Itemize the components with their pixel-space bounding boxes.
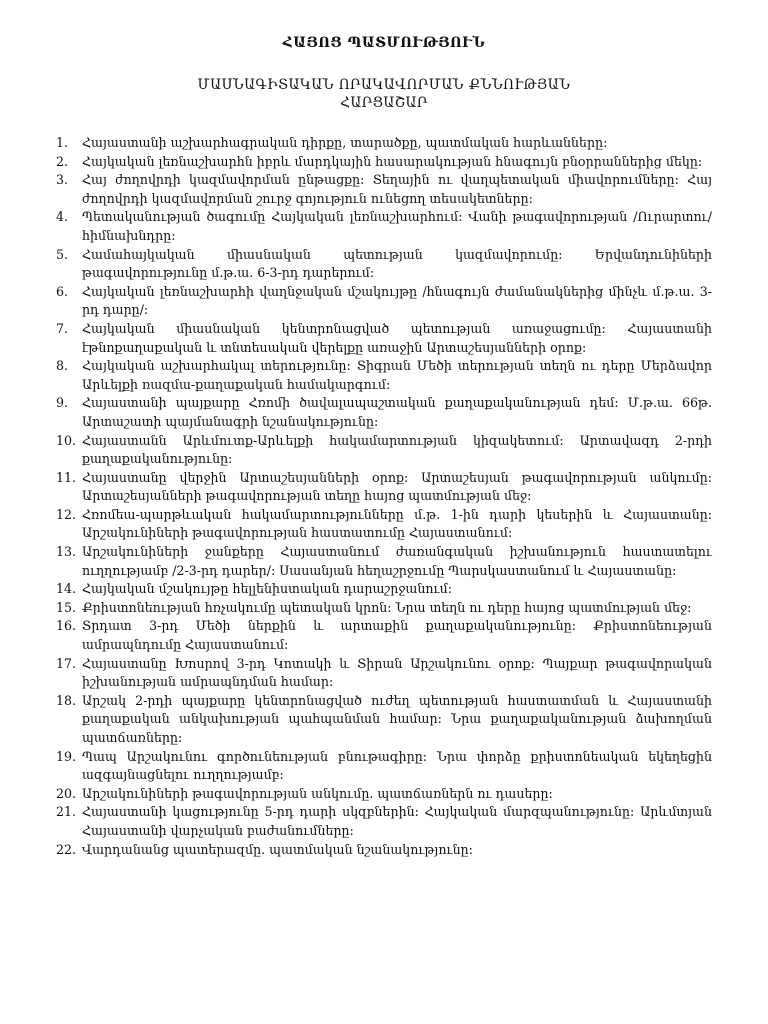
question-number: 19. — [56, 748, 77, 764]
question-number: 14. — [56, 581, 77, 597]
list-item — [56, 171, 712, 208]
question-number: 16. — [56, 618, 77, 634]
list-item — [56, 506, 712, 543]
question-text: Հայկական աշխարհակալ տերությունը: Տիգրան Մեծի տերության տեղն ու դերը Մերձավոր Արևելքի ռազմա-քաղաքական համակարգում: — [82, 358, 712, 392]
question-number: 18. — [56, 692, 77, 708]
list-item — [56, 580, 712, 599]
question-text: Արշակունիների թագավորության անկումը. պատճառներն ու դասերը: — [82, 785, 553, 801]
question-text: Հայաստանի աշխարհագրական դիրքը, տարածքը, պատմական հարևանները: — [82, 135, 608, 150]
question-text: Վարդանանց պատերազմը. պատմական նշանակությունը: — [82, 841, 473, 857]
list-item — [56, 153, 712, 172]
subtitle-line-2: ՀԱՐՑԱՇԱՐ — [340, 95, 428, 111]
question-number: 10. — [56, 432, 77, 448]
question-text: Հայկական լեռնաշխարհի վաղնջական մշակույթը /հնագույն ժամանակներից մինչև մ.թ.ա. 3-րդ դարը/: — [82, 283, 712, 318]
question-text: Հռոմեա-պարթևական հակամարտությունները մ.թ. 1-ին դարի կեսերին և Հայաստանը: Արշակունիների թագավորության հաստատումը Հայաստանում: — [82, 506, 712, 541]
question-list — [56, 134, 712, 859]
question-text: Հայ ժողովրդի կազմավորման ընթացքը: Տեղային ու վաղպետական միավորումները: Հայ ժողովրդի կազմավորման շուրջ գոյություն ունեցող տեսակետները: — [82, 172, 712, 206]
question-text: Համահայկական միասնական պետության կազմավորումը: Երվանդունիների թագավորությունը մ.թ.ա. 6-3-րդ դարերում: — [82, 246, 712, 281]
question-text: Արշակունիների ջանքերը Հայաստանում ժառանգական իշխանություն հաստատելու ուղղությամբ /2-3-րդ դարեր/: Սասանյան հեղաշրջումը Պարսկաստանում և Հայաստանը: — [82, 544, 712, 578]
document-title: ՀԱՅՈՑ ՊԱՏՄՈՒԹՅՈՒՆ — [282, 35, 486, 51]
document-subtitle — [56, 76, 712, 112]
list-item — [56, 246, 712, 283]
list-item — [56, 841, 712, 860]
question-number: 4. — [56, 209, 69, 225]
question-number: 9. — [56, 395, 69, 411]
subtitle-line-1: ՄԱՍՆԱԳԻՏԱԿԱՆ ՈՐԱԿԱՎՈՐՄԱՆ ՔՆՆՈՒԹՅԱՆ — [197, 77, 571, 93]
question-text: Հայկական լեռնաշխարհն իբրև մարդկային հասարակության հնագույն բնօրրաններից մեկը: — [82, 153, 703, 169]
list-item — [56, 208, 712, 245]
question-number: 6. — [56, 283, 69, 299]
question-text: Հայաստանն Արևմուտք-Արևելքի հակամարտության կիզակետում: Արտավազդ 2-րդի քաղաքականությունը: — [82, 432, 712, 467]
question-number: 7. — [56, 320, 69, 336]
question-text: Հայաստանը վերջին Արտաշեսյանների օրոք: Արտաշեսյան թագավորության անկումը: Արտաշեսյանների թագավորության տեղը հայոց պատմության մեջ: — [82, 469, 712, 504]
question-text: Պետականության ծագումը Հայկական լեռնաշխարհում: Վանի թագավորության /Ուրարտու/ հիմնախնդրը: — [82, 209, 712, 243]
list-item — [56, 543, 712, 580]
list-item — [56, 748, 712, 785]
question-number: 5. — [56, 246, 69, 262]
list-item — [56, 655, 712, 692]
question-number: 12. — [56, 506, 77, 522]
question-number: 1. — [56, 135, 69, 150]
list-item — [56, 320, 712, 357]
question-number: 17. — [56, 655, 77, 671]
list-item — [56, 469, 712, 506]
question-number: 8. — [56, 358, 69, 374]
question-number: 13. — [56, 544, 77, 560]
question-text: Հայաստանի կացությունը 5-րդ դարի սկզբներին: Հայկական մարզպանությունը: Արևմտյան Հայաստանի վարչական բաժանումները: — [82, 804, 712, 838]
question-text: Հայաստանի պայքարը Հռոմի ծավալապաշտական քաղաքականության դեմ: Մ.թ.ա. 66թ. Արտաշատի պայմանագրի նշանակությունը: — [82, 395, 712, 429]
list-item — [56, 432, 712, 469]
question-number: 22. — [56, 841, 77, 857]
list-item — [56, 617, 712, 654]
list-item — [56, 599, 712, 618]
list-item — [56, 357, 712, 394]
list-item — [56, 134, 712, 153]
question-number: 21. — [56, 804, 77, 820]
list-item — [56, 785, 712, 804]
question-number: 2. — [56, 153, 69, 169]
question-number: 11. — [56, 469, 77, 485]
question-text: Քրիստոնեության հռչակումը պետական կրոն: Նրա տեղն ու դերը հայոց պատմության մեջ: — [82, 599, 692, 615]
list-item — [56, 692, 712, 748]
list-item — [56, 283, 712, 320]
question-text: Հայկական միասնական կենտրոնացված պետության առաջացումը: Հայաստանի էթնոքաղաքական և տնտեսական վերելքը առաջին Արտաշեսյանների օրոք: — [82, 320, 712, 355]
question-text: Պապ Արշակունու գործունեության բնութագիրը: Նրա փորձը քրիստոնեական եկեղեցին ազգայնացնելու ուղղությամբ: — [82, 748, 712, 783]
question-text: Տրդատ 3-րդ Մեծի ներքին և արտաքին քաղաքականությունը: Քրիստոնեության ամրապնդումը Հայաստանում: — [82, 618, 712, 653]
question-number: 3. — [56, 172, 69, 188]
question-text: Հայկական մշակույթը հելլենիստական դարաշրջանում: — [82, 581, 452, 597]
list-item — [56, 803, 712, 840]
question-text: Արշակ 2-րդի պայքարը կենտրոնացված ուժեղ պետության հաստատման և Հայաստանի քաղաքական անկախության պահպանման համար: Նրա քաղաքականության ձախողման պատճառները: — [82, 692, 712, 745]
question-number: 20. — [56, 785, 77, 801]
list-item — [56, 394, 712, 431]
question-number: 15. — [56, 599, 77, 615]
question-text: Հայաստանը Խոսրով 3-րդ Կոտակի և Տիրան Արշակունու օրոք: Պայքար թագավորական իշխանության ամրապնդման համար: — [82, 655, 712, 690]
